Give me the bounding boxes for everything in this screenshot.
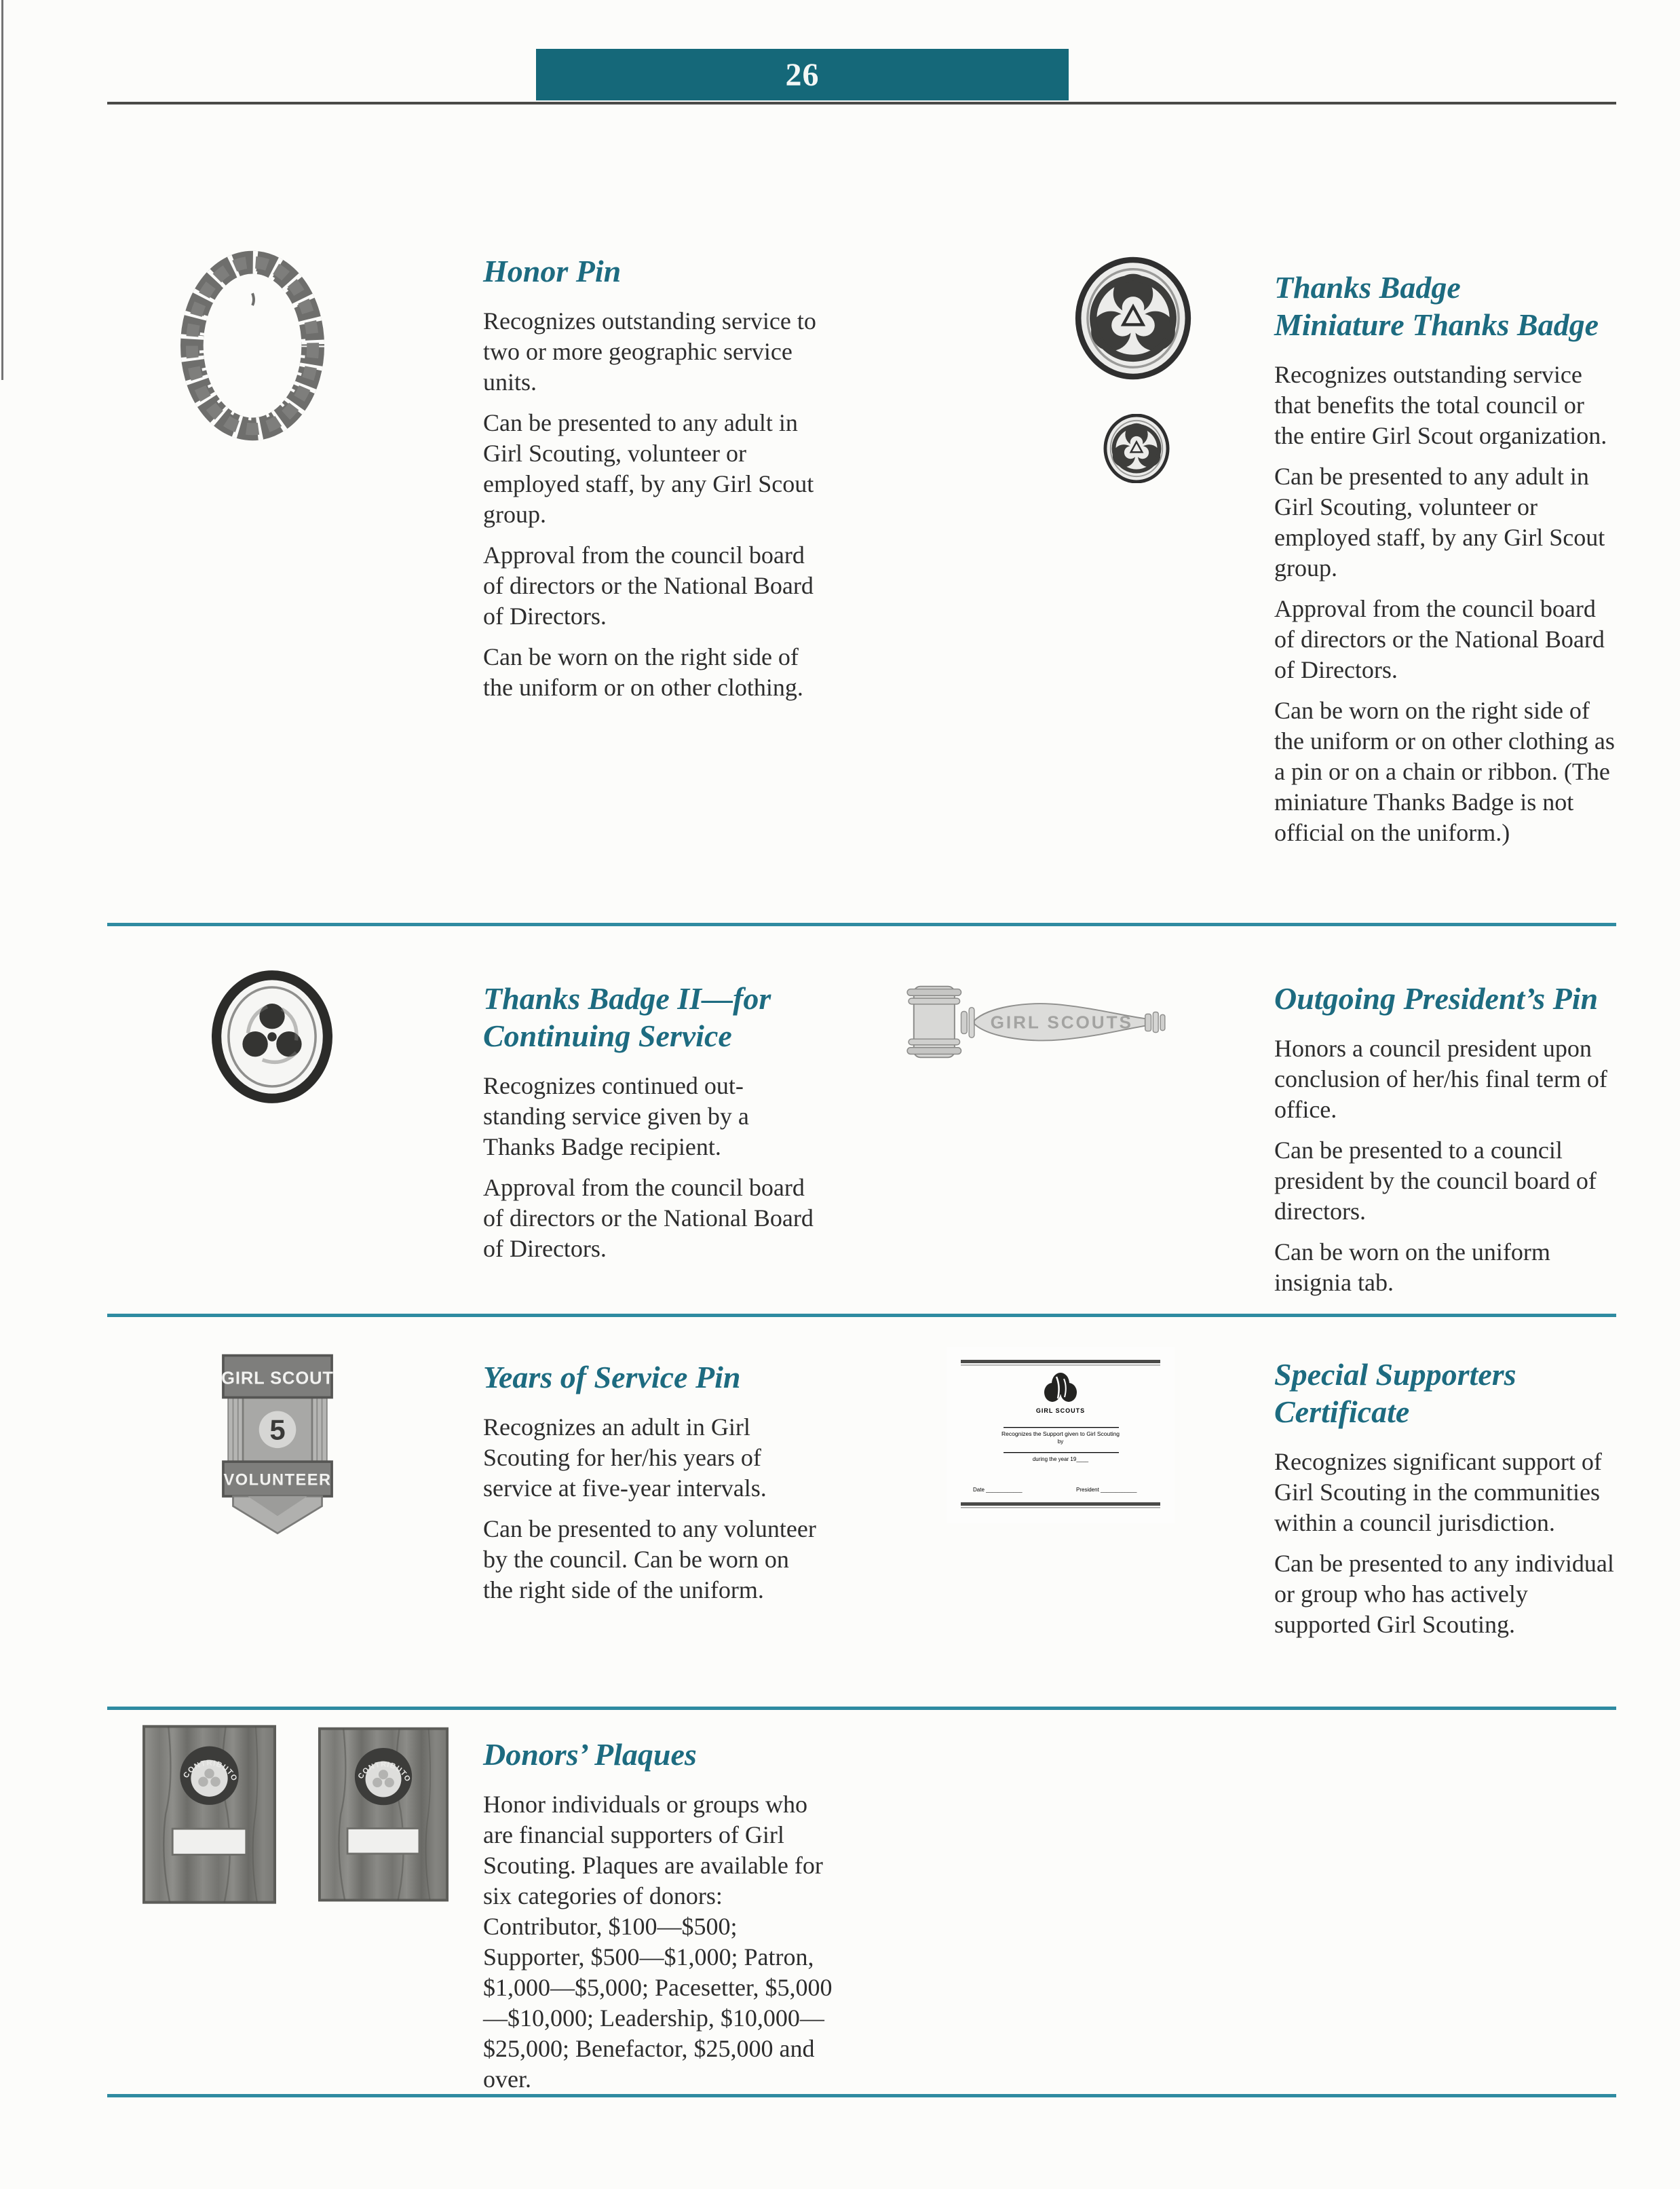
body-paragraph: Recognizes continued out-standing service given by a Thanks Badge recipient. [483, 1072, 749, 1160]
section-title-line: Outgoing President’s Pin [1274, 981, 1599, 1016]
section-title-line: Continuing Service [483, 1019, 732, 1053]
body-paragraph: Recognizes an adult in Girl Scouting for her/his years of service at five-year intervals. [483, 1413, 767, 1502]
body-paragraph: Can be presented to any individual or group who has actively supported Girl Scouting. [1274, 1550, 1614, 1638]
body-paragraph: Can be worn on the right side of the uniform or on other clothing as a pin or on a chain or ribbon. (The miniature Thanks Badge is not official on the uniform.) [1274, 697, 1615, 846]
scan-edge-artifact [1, 0, 3, 380]
honor-pin-text-column [483, 252, 822, 703]
page-number: 26 [785, 56, 820, 93]
section-title-line: Donors’ Plaques [483, 1737, 697, 1772]
thanks-badge-ii-photo [212, 970, 332, 1103]
honor-pin-wreath-photo [178, 246, 326, 446]
body-paragraph: Can be presented to a council president by the council board of directors. [1274, 1137, 1597, 1225]
section-title [1274, 980, 1619, 1017]
body-paragraph: Can be presented to any volunteer by the council. Can be worn on the right side of the uniform. [483, 1515, 816, 1603]
body-paragraph: Can be worn on the right side of the uniform or on other clothing. [483, 643, 803, 701]
service-pin-banner-label: VOLUNTEER [223, 1471, 332, 1489]
body-paragraph: Approval from the council board of directors or the National Board of Directors. [1274, 595, 1605, 683]
service-pin-top-label: GIRL SCOUT [221, 1369, 334, 1388]
special-supporters-text-column [1274, 1356, 1619, 1640]
certificate-date-label: Date ____________ [973, 1487, 1023, 1493]
thanks-badge-ii-text-column [483, 980, 822, 1264]
section-title-line: Special Supporters [1274, 1357, 1516, 1392]
section-title [1274, 269, 1619, 343]
body-paragraph: Recognizes outstanding service that benefits the total council or the entire Girl Scout organization. [1274, 361, 1607, 449]
body-paragraph: Approval from the council board of directors or the National Board of Directors. [483, 541, 814, 630]
bottom-rule [107, 2094, 1616, 2097]
section-title-line: Honor Pin [483, 254, 622, 288]
section-title-line: Thanks Badge II—for [483, 981, 771, 1016]
certificate-org-label: GIRL SCOUTS [1035, 1407, 1086, 1414]
page-number-bar [536, 49, 1069, 100]
years-of-service-pin-photo [216, 1348, 339, 1536]
section-title [483, 980, 822, 1054]
thanks-badge-text-column [1274, 269, 1619, 848]
section-title [483, 252, 822, 290]
section-title-line: Thanks Badge [1274, 270, 1461, 305]
body-paragraph: Recognizes significant support of Girl Scouting in the communities within a council jurisdiction. [1274, 1448, 1602, 1536]
certificate-by-label: by [1057, 1439, 1064, 1445]
presidents-pin-text-column [1274, 980, 1619, 1298]
donors-plaque-photo-2 [317, 1725, 450, 1904]
section-title-line: Certificate [1274, 1394, 1410, 1429]
years-of-service-text-column [483, 1358, 822, 1605]
certificate-year-line: during the year 19____ [1032, 1456, 1089, 1462]
special-supporters-certificate-photo [946, 1346, 1175, 1524]
body-paragraph: Can be presented to any adult in Girl Scouting, volunteer or employed staff, by any Girl Scout group. [483, 409, 814, 528]
section-title-line: Miniature Thanks Badge [1274, 307, 1599, 342]
section-divider [107, 923, 1616, 926]
section-title-line: Years of Service Pin [483, 1360, 741, 1394]
certificate-president-label: President ____________ [1076, 1487, 1137, 1493]
header-rule [107, 102, 1616, 104]
donors-plaques-text-column [483, 1736, 833, 2095]
gavel-engraving-label: GIRL SCOUTS [990, 1012, 1133, 1033]
body-paragraph: Approval from the council board of directors or the National Board of Directors. [483, 1174, 814, 1262]
body-paragraph: Honor individuals or groups who are financial supporters of Girl Scouting. Plaques are available for six categories of donors: Contributor, $100—$500; Supporter, $500—$1,000; Patron, $1,000—$5,000; Pacesetter, $5,000—$10,000; Leadership, $10,000—$25,000; Benefactor, $25,000 and over. [483, 1791, 833, 2093]
section-divider [107, 1314, 1616, 1317]
section-title [1274, 1356, 1619, 1430]
service-pin-year-number: 5 [269, 1413, 286, 1446]
miniature-thanks-badge-photo [1103, 414, 1170, 483]
certificate-heading-line: Recognizes the Support given to Girl Scouting [1001, 1430, 1120, 1437]
thanks-badge-photo [1075, 256, 1191, 380]
body-paragraph: Can be presented to any adult in Girl Scouting, volunteer or employed staff, by any Girl Scout group. [1274, 463, 1605, 582]
body-paragraph: Honors a council president upon conclusion of her/his final term of office. [1274, 1035, 1607, 1123]
section-divider [107, 1707, 1616, 1710]
presidents-pin-gavel-photo [899, 980, 1172, 1064]
section-title [483, 1358, 822, 1396]
donors-plaque-photo-1 [141, 1724, 278, 1905]
body-paragraph: Recognizes outstanding service to two or more geographic service units. [483, 307, 816, 396]
body-paragraph: Can be worn on the uniform insignia tab. [1274, 1238, 1550, 1296]
section-title [483, 1736, 833, 1773]
